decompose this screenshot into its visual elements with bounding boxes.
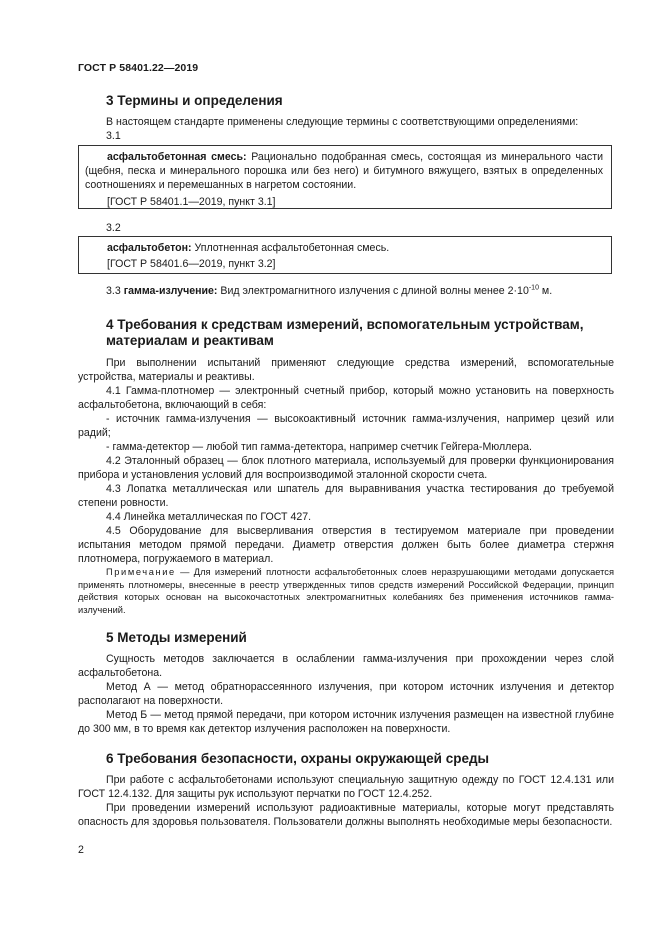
term-3-3-number: 3.3 (106, 285, 121, 297)
term-3-2-text: Уплотненная асфальтобетонная смесь. (191, 242, 390, 254)
section-5-p1: Сущность методов заключается в ослаблении гамма-излучения при прохождении через слой асфальтобетона. (78, 653, 614, 680)
term-3-3-unit: м. (538, 285, 553, 297)
section-3-intro: В настоящем стандарте применены следующие термины с соответствующими определениями: (106, 116, 579, 128)
page-number: 2 (78, 844, 84, 856)
section-4-p1: При выполнении испытаний применяют следующие средства измерений, вспомогательные устройства, материалы и реактивы. (78, 357, 614, 384)
term-3-3-definition (78, 284, 614, 298)
term-3-3-text: Вид электромагнитного излучения с длиной волны менее 2·10 (217, 285, 529, 297)
note-text: — Для измерений плотности асфальтобетонных слоев неразрушающими методами допускается применять плотномеры, внесенные в реестр утвержденных типов средств измерений Российской Федерации, принцип действия которых основан на высокочастотных электромагнитных колебаниях без применения источников гамма-излучений. (78, 567, 614, 615)
section-4-title-line-1: 4 Требования к средствам измерений, вспомогательным устройствам, (106, 317, 584, 332)
section-4-p4: - гамма-детектор — любой тип гамма-детектора, например счетчик Гейгера-Мюллера. (106, 441, 532, 453)
section-4-p8: 4.5 Оборудование для высверливания отверстия в тестируемом материале при проведении испытания методом прямой передачи. Диаметр отверстия должен быть более диаметра стержня плотномера, погружаемого в материал. (78, 525, 614, 566)
section-6-p1: При работе с асфальтобетонами используют специальную защитную одежду по ГОСТ 12.4.131 или ГОСТ 12.4.132. Для защиты рук используют перчатки по ГОСТ 12.4.252. (78, 774, 614, 801)
note-label: Примечание (106, 567, 176, 577)
term-3-1-term: асфальтобетонная смесь: (107, 151, 247, 163)
term-3-2-reference: [ГОСТ Р 58401.6—2019, пункт 3.2] (107, 258, 276, 271)
document-header: ГОСТ Р 58401.22—2019 (78, 62, 199, 74)
section-5-p3: Метод Б — метод прямой передачи, при котором источник излучения размещен на известной глубине до 300 мм, в то время как детектор излучения расположен на поверхности. (78, 709, 614, 736)
term-3-3-exponent: -10 (528, 284, 539, 292)
section-3-title: 3 Термины и определения (106, 93, 283, 108)
section-4-p6: 4.3 Лопатка металлическая или шпатель для выравнивания участка тестирования до требуемой степени ровности. (78, 483, 614, 510)
term-3-1-definition (79, 146, 611, 193)
section-6-p2: При проведении измерений используют радиоактивные материалы, которые могут представлять опасность для здоровья пользователя. Пользователи должны выполнять необходимые меры безопасности. (78, 802, 614, 829)
section-4-note (78, 566, 614, 616)
term-3-2-number: 3.2 (106, 222, 121, 234)
section-4-p5: 4.2 Эталонный образец — блок плотного материала, используемый для проверки функционирования прибора и установления условий для воспроизводимой эталонной скорости счета. (78, 455, 614, 482)
section-6-title: 6 Требования безопасности, охраны окружающей среды (106, 751, 490, 766)
term-3-1-text: Рационально подобранная смесь, состоящая из минерального части (щебня, песка и минерального порошка или без него) и битумного вяжущего, взятых в определенных соотношениях и перемешанных в нагретом состоянии. (85, 151, 603, 192)
term-3-2-term: асфальтобетон: (107, 242, 192, 254)
section-4-p7: 4.4 Линейка металлическая по ГОСТ 427. (106, 511, 312, 523)
section-4-title-line-2: материалам и реактивам (106, 333, 274, 348)
section-5-p2: Метод А — метод обратнорассеянного излучения, при котором источник излучения и детектор располагают на поверхности. (78, 681, 614, 708)
term-3-1-reference: [ГОСТ Р 58401.1—2019, пункт 3.1] (107, 195, 276, 208)
term-3-2-box (78, 236, 612, 274)
section-4-p2: 4.1 Гамма-плотномер — электронный счетный прибор, который можно установить на поверхность асфальтобетона, включающий в себя: (78, 385, 614, 412)
term-3-3-term: гамма-излучение: (123, 285, 218, 297)
term-3-2-definition (79, 237, 611, 255)
section-5-title: 5 Методы измерений (106, 630, 247, 645)
term-3-1-number: 3.1 (106, 130, 121, 142)
term-3-1-box (78, 145, 612, 209)
section-4-p3: - источник гамма-излучения — высокоактивный источник гамма-излучения, например цезий или радий; (78, 413, 614, 440)
